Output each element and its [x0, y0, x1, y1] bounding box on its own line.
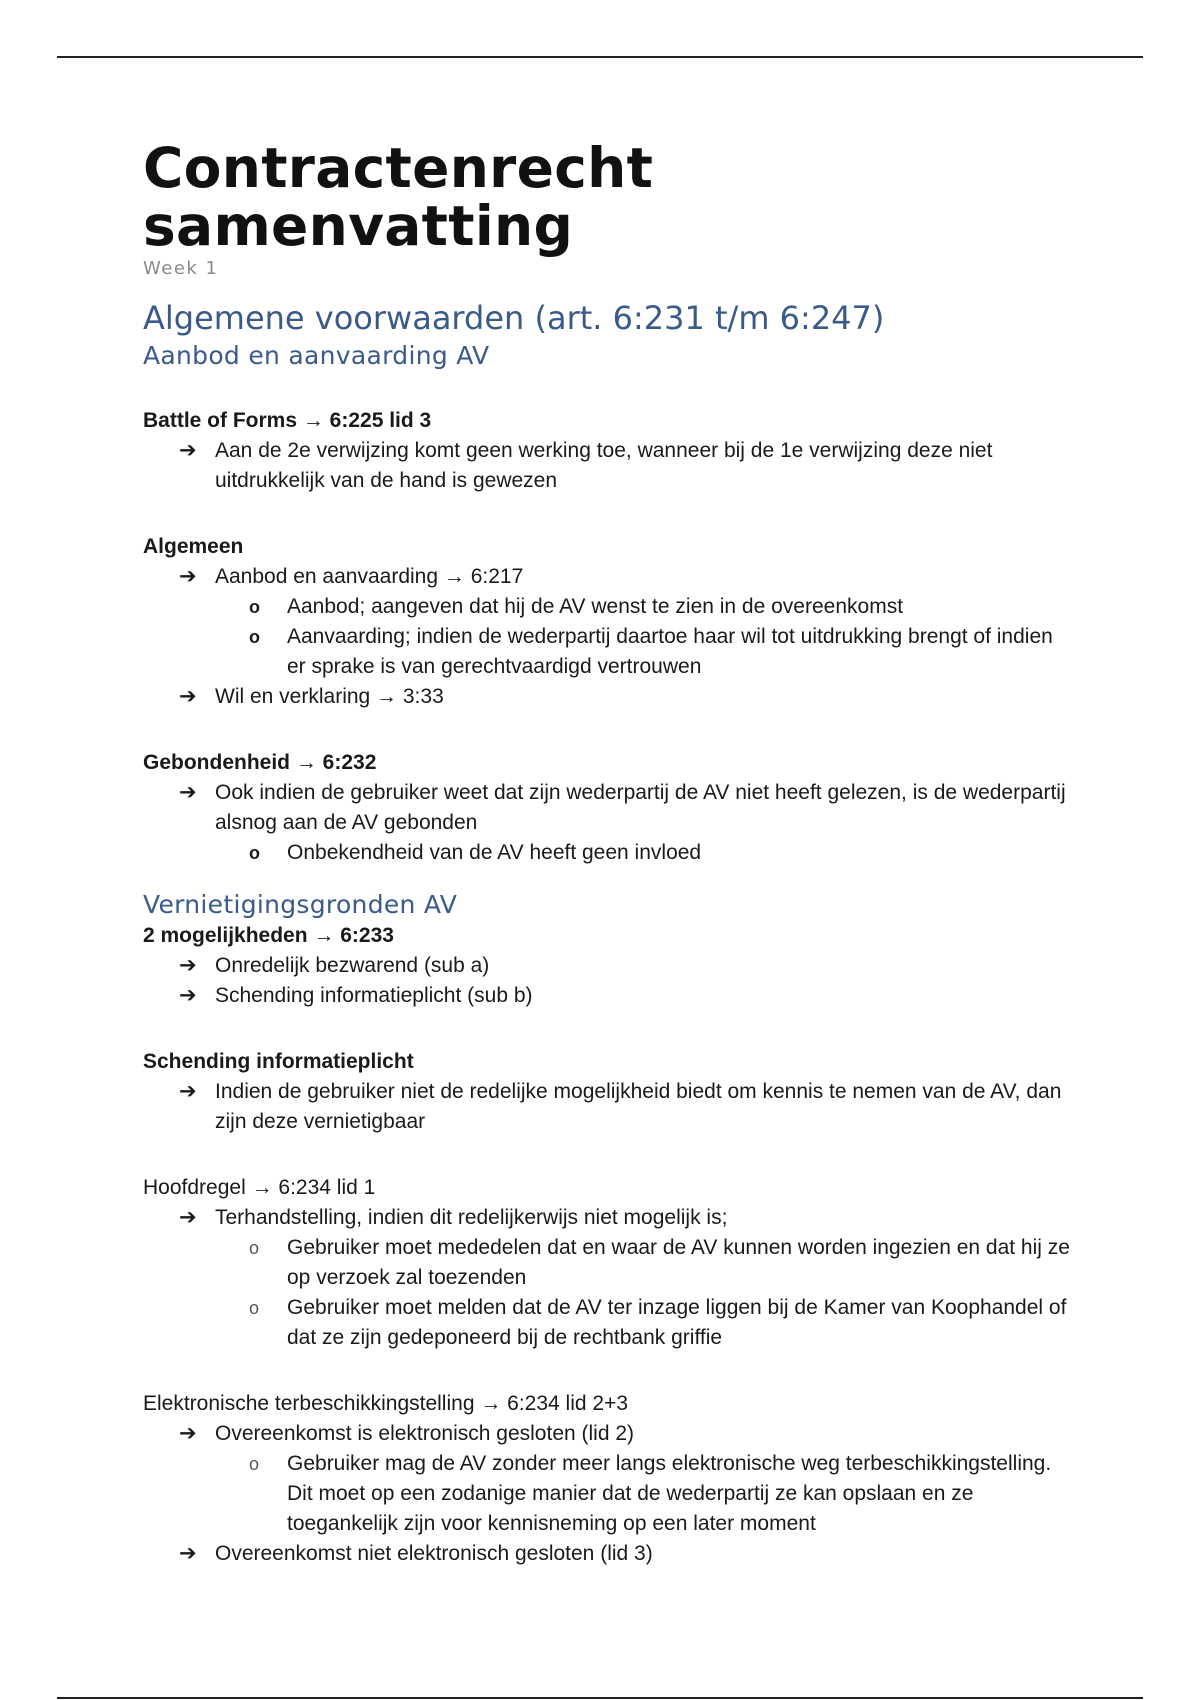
list-item — [143, 682, 1073, 712]
list-item — [143, 981, 1073, 1011]
label-hoofdregel: Hoofdregel → 6:234 lid 1 — [143, 1175, 376, 1199]
heading-aanbod-aanvaarding: Aanbod en aanvaarding AV — [143, 340, 490, 370]
list-item — [143, 1419, 1073, 1449]
list-item — [143, 1539, 1073, 1569]
label-elektronisch: Elektronische terbeschikkingstelling → 6:234 lid 2+3 — [143, 1391, 629, 1415]
elektronisch-list — [143, 1419, 1073, 1569]
list-item — [143, 1077, 1073, 1137]
mogelijkheden-list — [143, 951, 1073, 1011]
sub-list-item-text: Aanbod; aangeven dat hij de AV wenst te zien in de overeenkomst — [287, 594, 904, 618]
hoofdregel-list — [143, 1203, 1073, 1353]
arrow-bullet-icon: ➔ — [179, 1205, 197, 1229]
arrow-bullet-icon: ➔ — [179, 953, 197, 977]
arrow-bullet-icon: ➔ — [179, 1421, 197, 1445]
list-item-text: Overeenkomst is elektronisch gesloten (lid 2) — [215, 1421, 635, 1445]
document-subtitle: Week 1 — [143, 257, 219, 279]
circle-bullet-icon: o — [249, 596, 260, 617]
label-schending: Schending informatieplicht — [143, 1049, 414, 1073]
sub-list-item-text: Gebruiker mag de AV zonder meer langs elektronische weg terbeschikkingstelling. Dit moet op een zodanige manier dat de wederpartij ze kan opslaan en ze toegankelijk zijn voor kennisneming op een later moment — [287, 1451, 1052, 1535]
list-item-text: Ook indien de gebruiker weet dat zijn wederpartij de AV niet heeft gelezen, is de wederpartij alsnog aan de AV gebonden — [215, 780, 1066, 834]
heading-algemene-voorwaarden: Algemene voorwaarden (art. 6:231 t/m 6:247) — [143, 298, 885, 337]
sub-list-item — [143, 1449, 1073, 1539]
sub-list-item-text: Onbekendheid van de AV heeft geen invloed — [287, 840, 702, 864]
circle-bullet-icon: o — [249, 1453, 260, 1474]
arrow-bullet-icon: ➔ — [179, 780, 197, 804]
list-item-text: Terhandstelling, indien dit redelijkerwijs niet mogelijk is; — [215, 1205, 728, 1229]
list-item — [143, 1203, 1073, 1233]
list-item — [143, 951, 1073, 981]
document-page — [143, 136, 1073, 1569]
circle-bullet-icon: o — [249, 1237, 260, 1258]
arrow-bullet-icon: ➔ — [179, 438, 197, 462]
circle-bullet-icon: o — [249, 626, 260, 647]
schending-list — [143, 1077, 1073, 1137]
gebondenheid-list — [143, 778, 1073, 868]
arrow-bullet-icon: ➔ — [179, 564, 197, 588]
algemeen-list — [143, 562, 1073, 712]
sub-list-item-text: Gebruiker moet mededelen dat en waar de AV kunnen worden ingezien en dat hij ze op verzoek zal toezenden — [287, 1235, 1070, 1289]
top-rule — [57, 56, 1143, 58]
sub-list-item-text: Gebruiker moet melden dat de AV ter inzage liggen bij de Kamer van Koophandel of dat ze zijn gedeponeerd bij de rechtbank griffie — [287, 1295, 1067, 1349]
label-mogelijkheden: 2 mogelijkheden → 6:233 — [143, 923, 394, 947]
list-item-text: Schending informatieplicht (sub b) — [215, 983, 533, 1007]
list-item-text: Aanbod en aanvaarding → 6:217 — [215, 564, 524, 588]
label-gebondenheid: Gebondenheid → 6:232 — [143, 750, 377, 774]
heading-vernietigingsgronden: Vernietigingsgronden AV — [143, 889, 458, 919]
circle-bullet-icon: o — [249, 1297, 260, 1318]
list-item-text: Overeenkomst niet elektronisch gesloten (lid 3) — [215, 1541, 653, 1565]
label-battle-of-forms: Battle of Forms → 6:225 lid 3 — [143, 408, 432, 432]
battle-list — [143, 436, 1073, 496]
sub-list-item — [143, 592, 1073, 622]
list-item — [143, 562, 1073, 592]
document-title: Contractenrecht samenvatting — [143, 136, 654, 258]
arrow-bullet-icon: ➔ — [179, 684, 197, 708]
label-algemeen: Algemeen — [143, 534, 244, 558]
sub-list-item — [143, 838, 1073, 868]
arrow-bullet-icon: ➔ — [179, 1541, 197, 1565]
sub-list-item-text: Aanvaarding; indien de wederpartij daartoe haar wil tot uitdrukking brengt of indien er sprake is van gerechtvaardigd vertrouwen — [287, 624, 1053, 678]
list-item-text: Onredelijk bezwarend (sub a) — [215, 953, 490, 977]
arrow-bullet-icon: ➔ — [179, 983, 197, 1007]
sub-list-item — [143, 1233, 1073, 1293]
list-item-text: Aan de 2e verwijzing komt geen werking toe, wanneer bij de 1e verwijzing deze niet uitdrukkelijk van de hand is gewezen — [215, 438, 993, 492]
circle-bullet-icon: o — [249, 842, 260, 863]
sub-list-item — [143, 1293, 1073, 1353]
list-item-text: Wil en verklaring → 3:33 — [215, 684, 444, 708]
list-item — [143, 778, 1073, 838]
list-item-text: Indien de gebruiker niet de redelijke mogelijkheid biedt om kennis te nemen van de AV, dan zijn deze vernietigbaar — [215, 1079, 1062, 1133]
sub-list-item — [143, 622, 1073, 682]
list-item — [143, 436, 1073, 496]
bottom-rule — [57, 1697, 1143, 1699]
arrow-bullet-icon: ➔ — [179, 1079, 197, 1103]
